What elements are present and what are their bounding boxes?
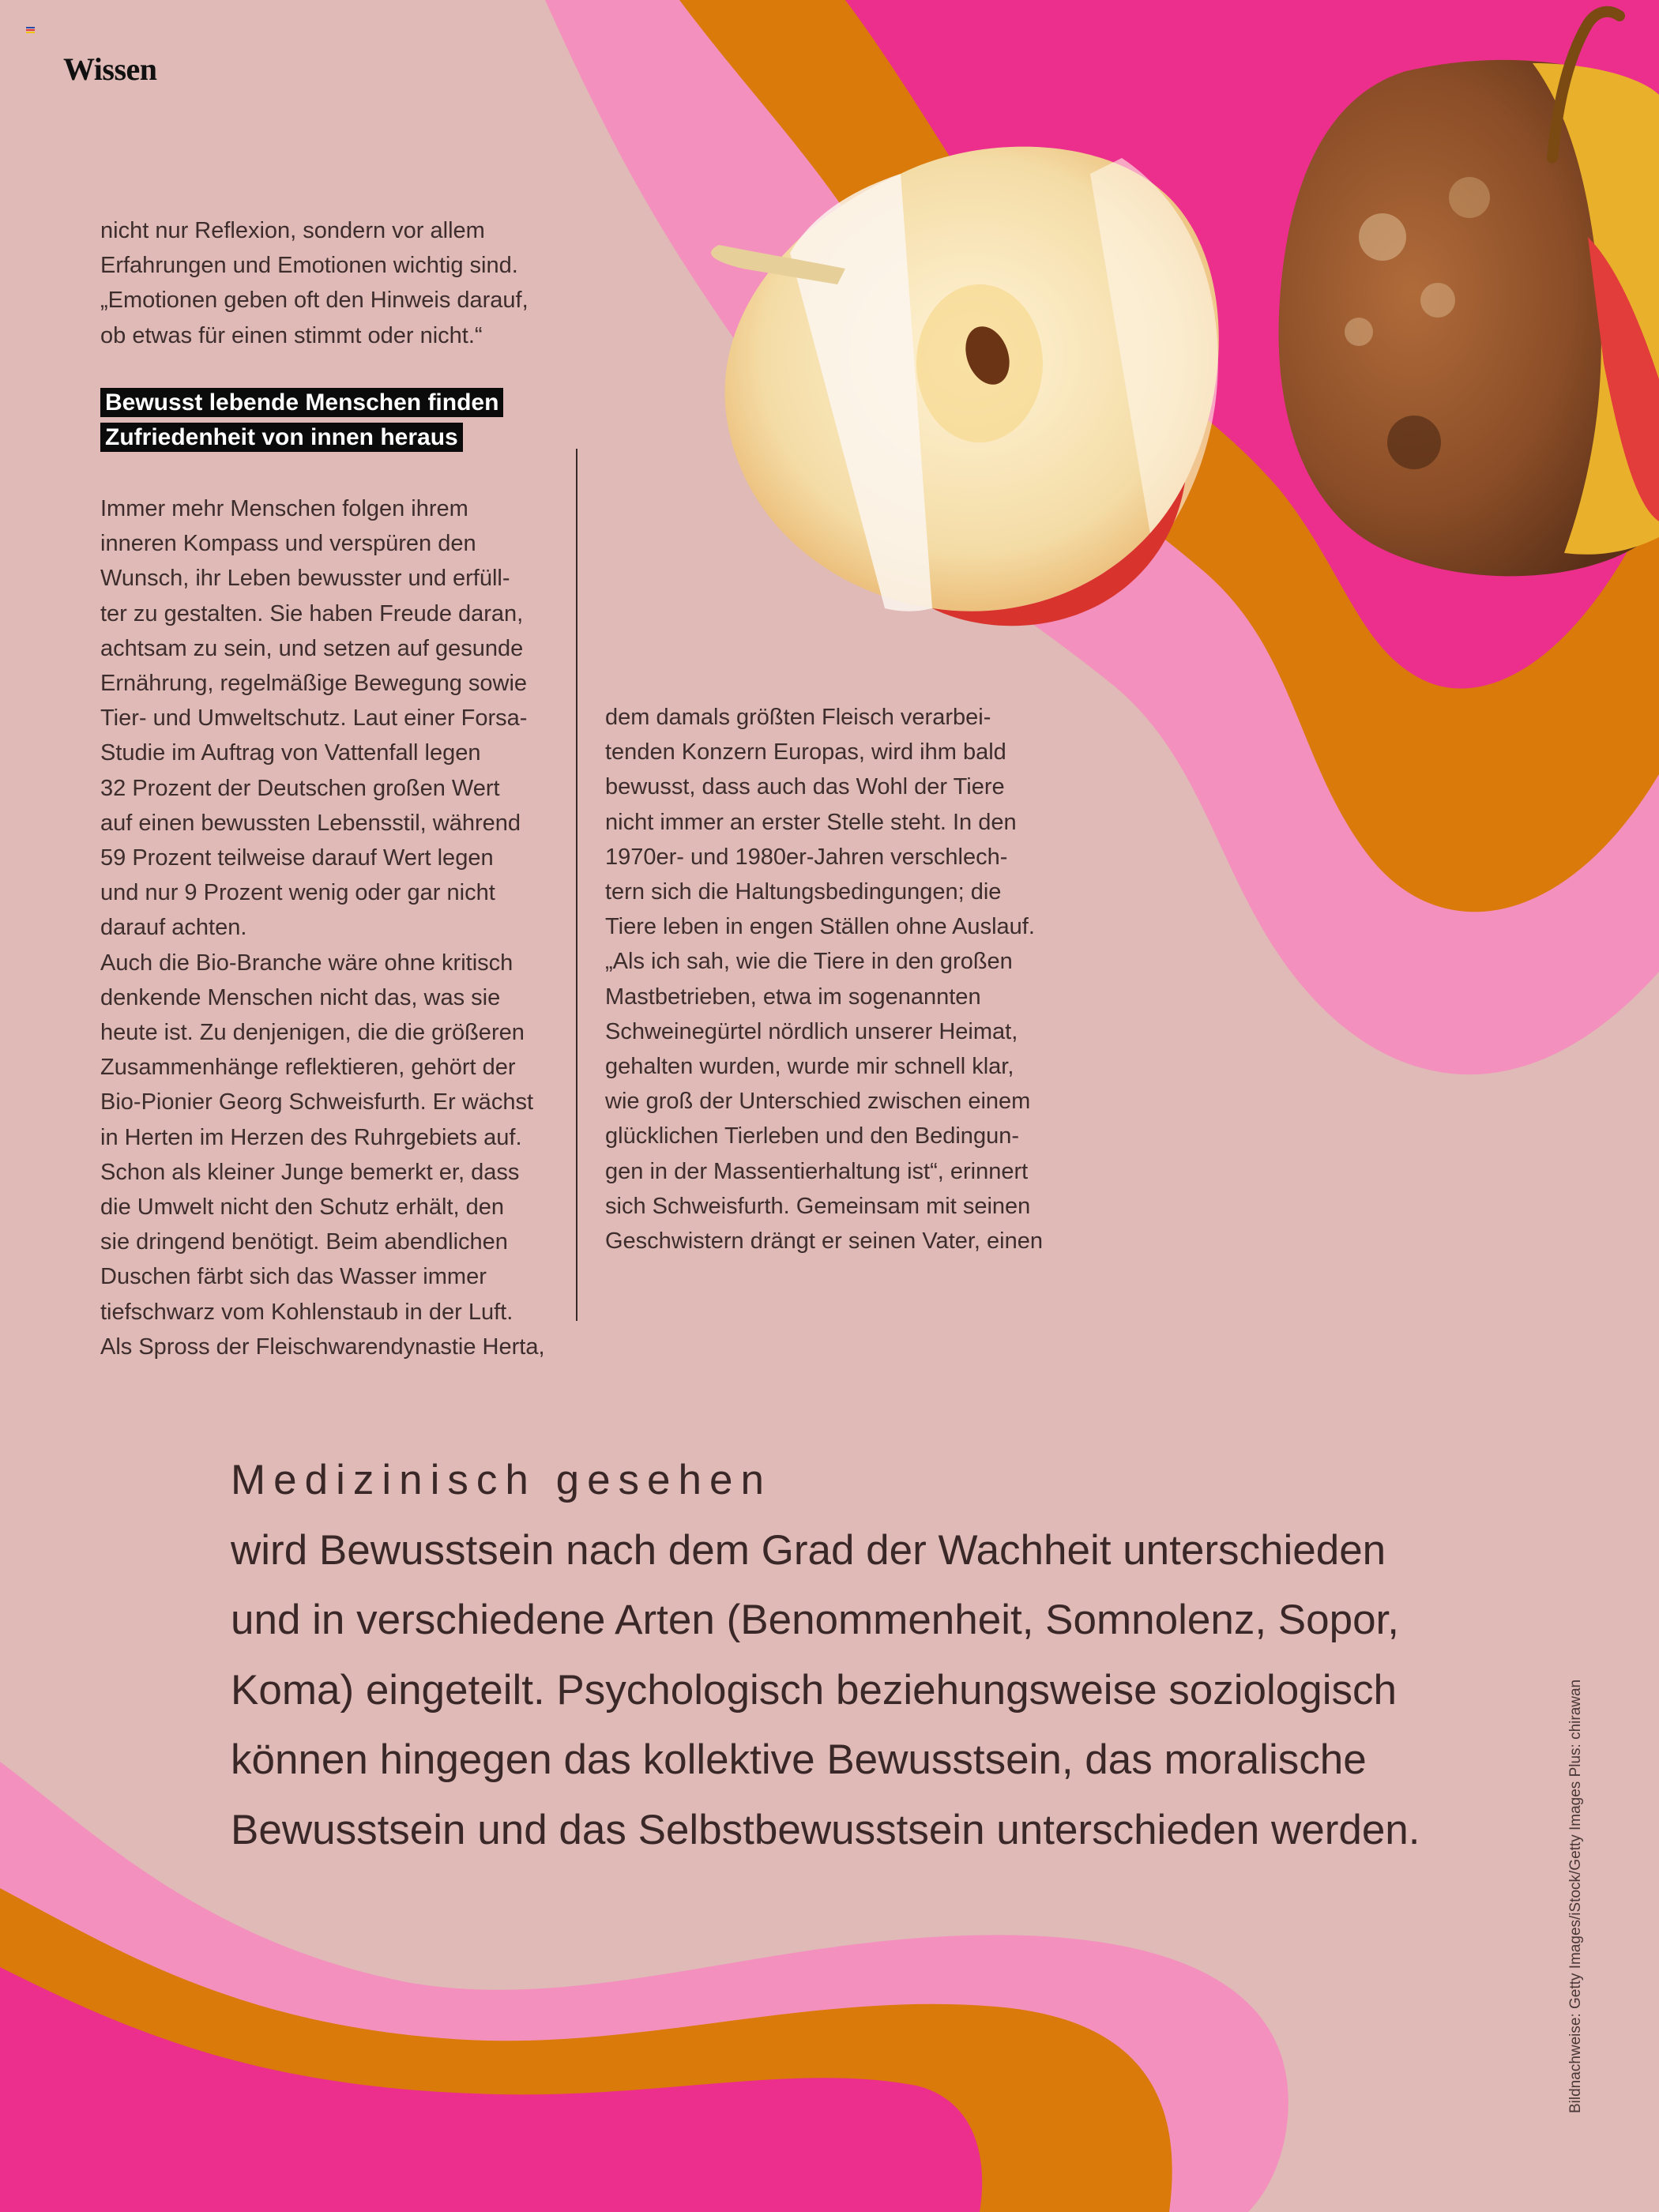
text-line: in Herten im Herzen des Ruhrgebiets auf. xyxy=(100,1124,522,1150)
text-line: Bio-Pionier Georg Schweisfurth. Er wächst xyxy=(100,1089,533,1115)
text-line: tern sich die Haltungsbedingungen; die xyxy=(605,879,1002,905)
text-line: darauf achten. xyxy=(100,915,247,941)
text-line: inneren Kompass und verspüren den xyxy=(100,531,476,557)
halved-apple-image xyxy=(695,126,1232,632)
text-line: Wunsch, ihr Leben bewusster und erfüll- xyxy=(100,566,510,592)
text-line: Als Spross der Fleischwarendynastie Herta, xyxy=(100,1334,545,1360)
text-line: Zusammenhänge reflektieren, gehört der xyxy=(100,1055,516,1081)
text-line: sich Schweisfurth. Gemeinsam mit seinen xyxy=(605,1193,1031,1219)
text-line: ob etwas für einen stimmt oder nicht.“ xyxy=(100,322,483,348)
text-line: Duschen färbt sich das Wasser immer xyxy=(100,1264,487,1290)
text-line: Erfahrungen und Emotionen wichtig sind. xyxy=(100,253,518,279)
text-line: glücklichen Tierleben und den Bedingun- xyxy=(605,1123,1019,1149)
text-line: heute ist. Zu denjenigen, die die größeren xyxy=(100,1020,525,1046)
text-line: Studie im Auftrag von Vattenfall legen xyxy=(100,740,481,766)
pull-quote xyxy=(231,1446,1526,1865)
text-line: 1970er- und 1980er-Jahren verschlech- xyxy=(605,844,1008,870)
pull-quote-line: wird Bewusstsein nach dem Grad der Wachheit unterschieden xyxy=(231,1526,1386,1574)
pull-quote-line: können hingegen das kollektive Bewusstsein, das moralische xyxy=(231,1736,1367,1783)
pull-quote-line: Bewusstsein und das Selbstbewusstsein unterschieden werden. xyxy=(231,1806,1420,1853)
text-line: ter zu gestalten. Sie haben Freude daran, xyxy=(100,600,524,626)
text-line: bewusst, dass auch das Wohl der Tiere xyxy=(605,774,1005,800)
text-line: Tier- und Umweltschutz. Laut einer Forsa- xyxy=(100,705,528,732)
column-divider xyxy=(576,449,577,1321)
text-line: nicht immer an erster Stelle steht. In den xyxy=(605,809,1017,835)
text-line: tiefschwarz vom Kohlenstaub in der Luft. xyxy=(100,1299,514,1325)
text-line: Geschwistern drängt er seinen Vater, einen xyxy=(605,1228,1044,1255)
rotten-apple-image xyxy=(1272,0,1659,585)
article-subheading xyxy=(100,386,574,455)
pull-quote-lead: Medizinisch gesehen xyxy=(231,1457,772,1503)
text-line: „Emotionen geben oft den Hinweis darauf, xyxy=(100,288,529,314)
section-label: Wissen xyxy=(63,51,157,87)
text-line: denkende Menschen nicht das, was sie xyxy=(100,984,501,1010)
text-line: wie groß der Unterschied zwischen einem xyxy=(605,1089,1031,1115)
article-column-1-intro xyxy=(100,213,559,353)
pull-quote-line: Koma) eingeteilt. Psychologisch beziehungsweise soziologisch xyxy=(231,1666,1397,1714)
subheading-line: Zufriedenheit von innen heraus xyxy=(100,423,463,452)
text-line: Mastbetrieben, etwa im sogenannten xyxy=(605,984,981,1010)
pull-quote-line: und in verschiedene Arten (Benommenheit, Somnolenz, Sopor, xyxy=(231,1597,1400,1643)
text-line: Ernährung, regelmäßige Bewegung sowie xyxy=(100,671,528,697)
article-column-2 xyxy=(605,700,1063,1258)
text-line: und nur 9 Prozent wenig oder gar nicht xyxy=(100,880,495,906)
text-line: achtsam zu sein, und setzen auf gesunde xyxy=(100,635,524,661)
text-line: Immer mehr Menschen folgen ihrem xyxy=(100,496,468,521)
image-credit: Bildnachweise: Getty Images/iStock/Getty Images Plus: chirawan xyxy=(1567,1679,1584,2113)
text-line: tenden Konzern Europas, wird ihm bald xyxy=(605,739,1006,766)
text-line: Schweinegürtel nördlich unserer Heimat, xyxy=(605,1018,1018,1044)
article-column-1 xyxy=(100,491,559,1364)
text-line: Auch die Bio-Branche wäre ohne kritisch xyxy=(100,950,514,976)
text-line: „Als ich sah, wie die Tiere in den großen xyxy=(605,949,1013,975)
text-line: gen in der Massentierhaltung ist“, erinnert xyxy=(605,1158,1029,1184)
text-line: Tiere leben in engen Ställen ohne Auslauf. xyxy=(605,914,1035,940)
text-line: auf einen bewussten Lebensstil, während xyxy=(100,810,521,836)
text-line: nicht nur Reflexion, sondern vor allem xyxy=(100,218,485,243)
text-line: 59 Prozent teilweise darauf Wert legen xyxy=(100,845,494,871)
text-line: 32 Prozent der Deutschen großen Wert xyxy=(100,775,500,801)
flag-icon xyxy=(26,27,35,33)
text-line: dem damals größten Fleisch verarbei- xyxy=(605,705,991,730)
subheading-line: Bewusst lebende Menschen finden xyxy=(100,388,503,417)
text-line: Schon als kleiner Junge bemerkt er, dass xyxy=(100,1159,520,1185)
text-line: sie dringend benötigt. Beim abendlichen xyxy=(100,1229,508,1255)
text-line: die Umwelt nicht den Schutz erhält, den xyxy=(100,1194,504,1221)
text-line: gehalten wurden, wurde mir schnell klar, xyxy=(605,1054,1014,1080)
